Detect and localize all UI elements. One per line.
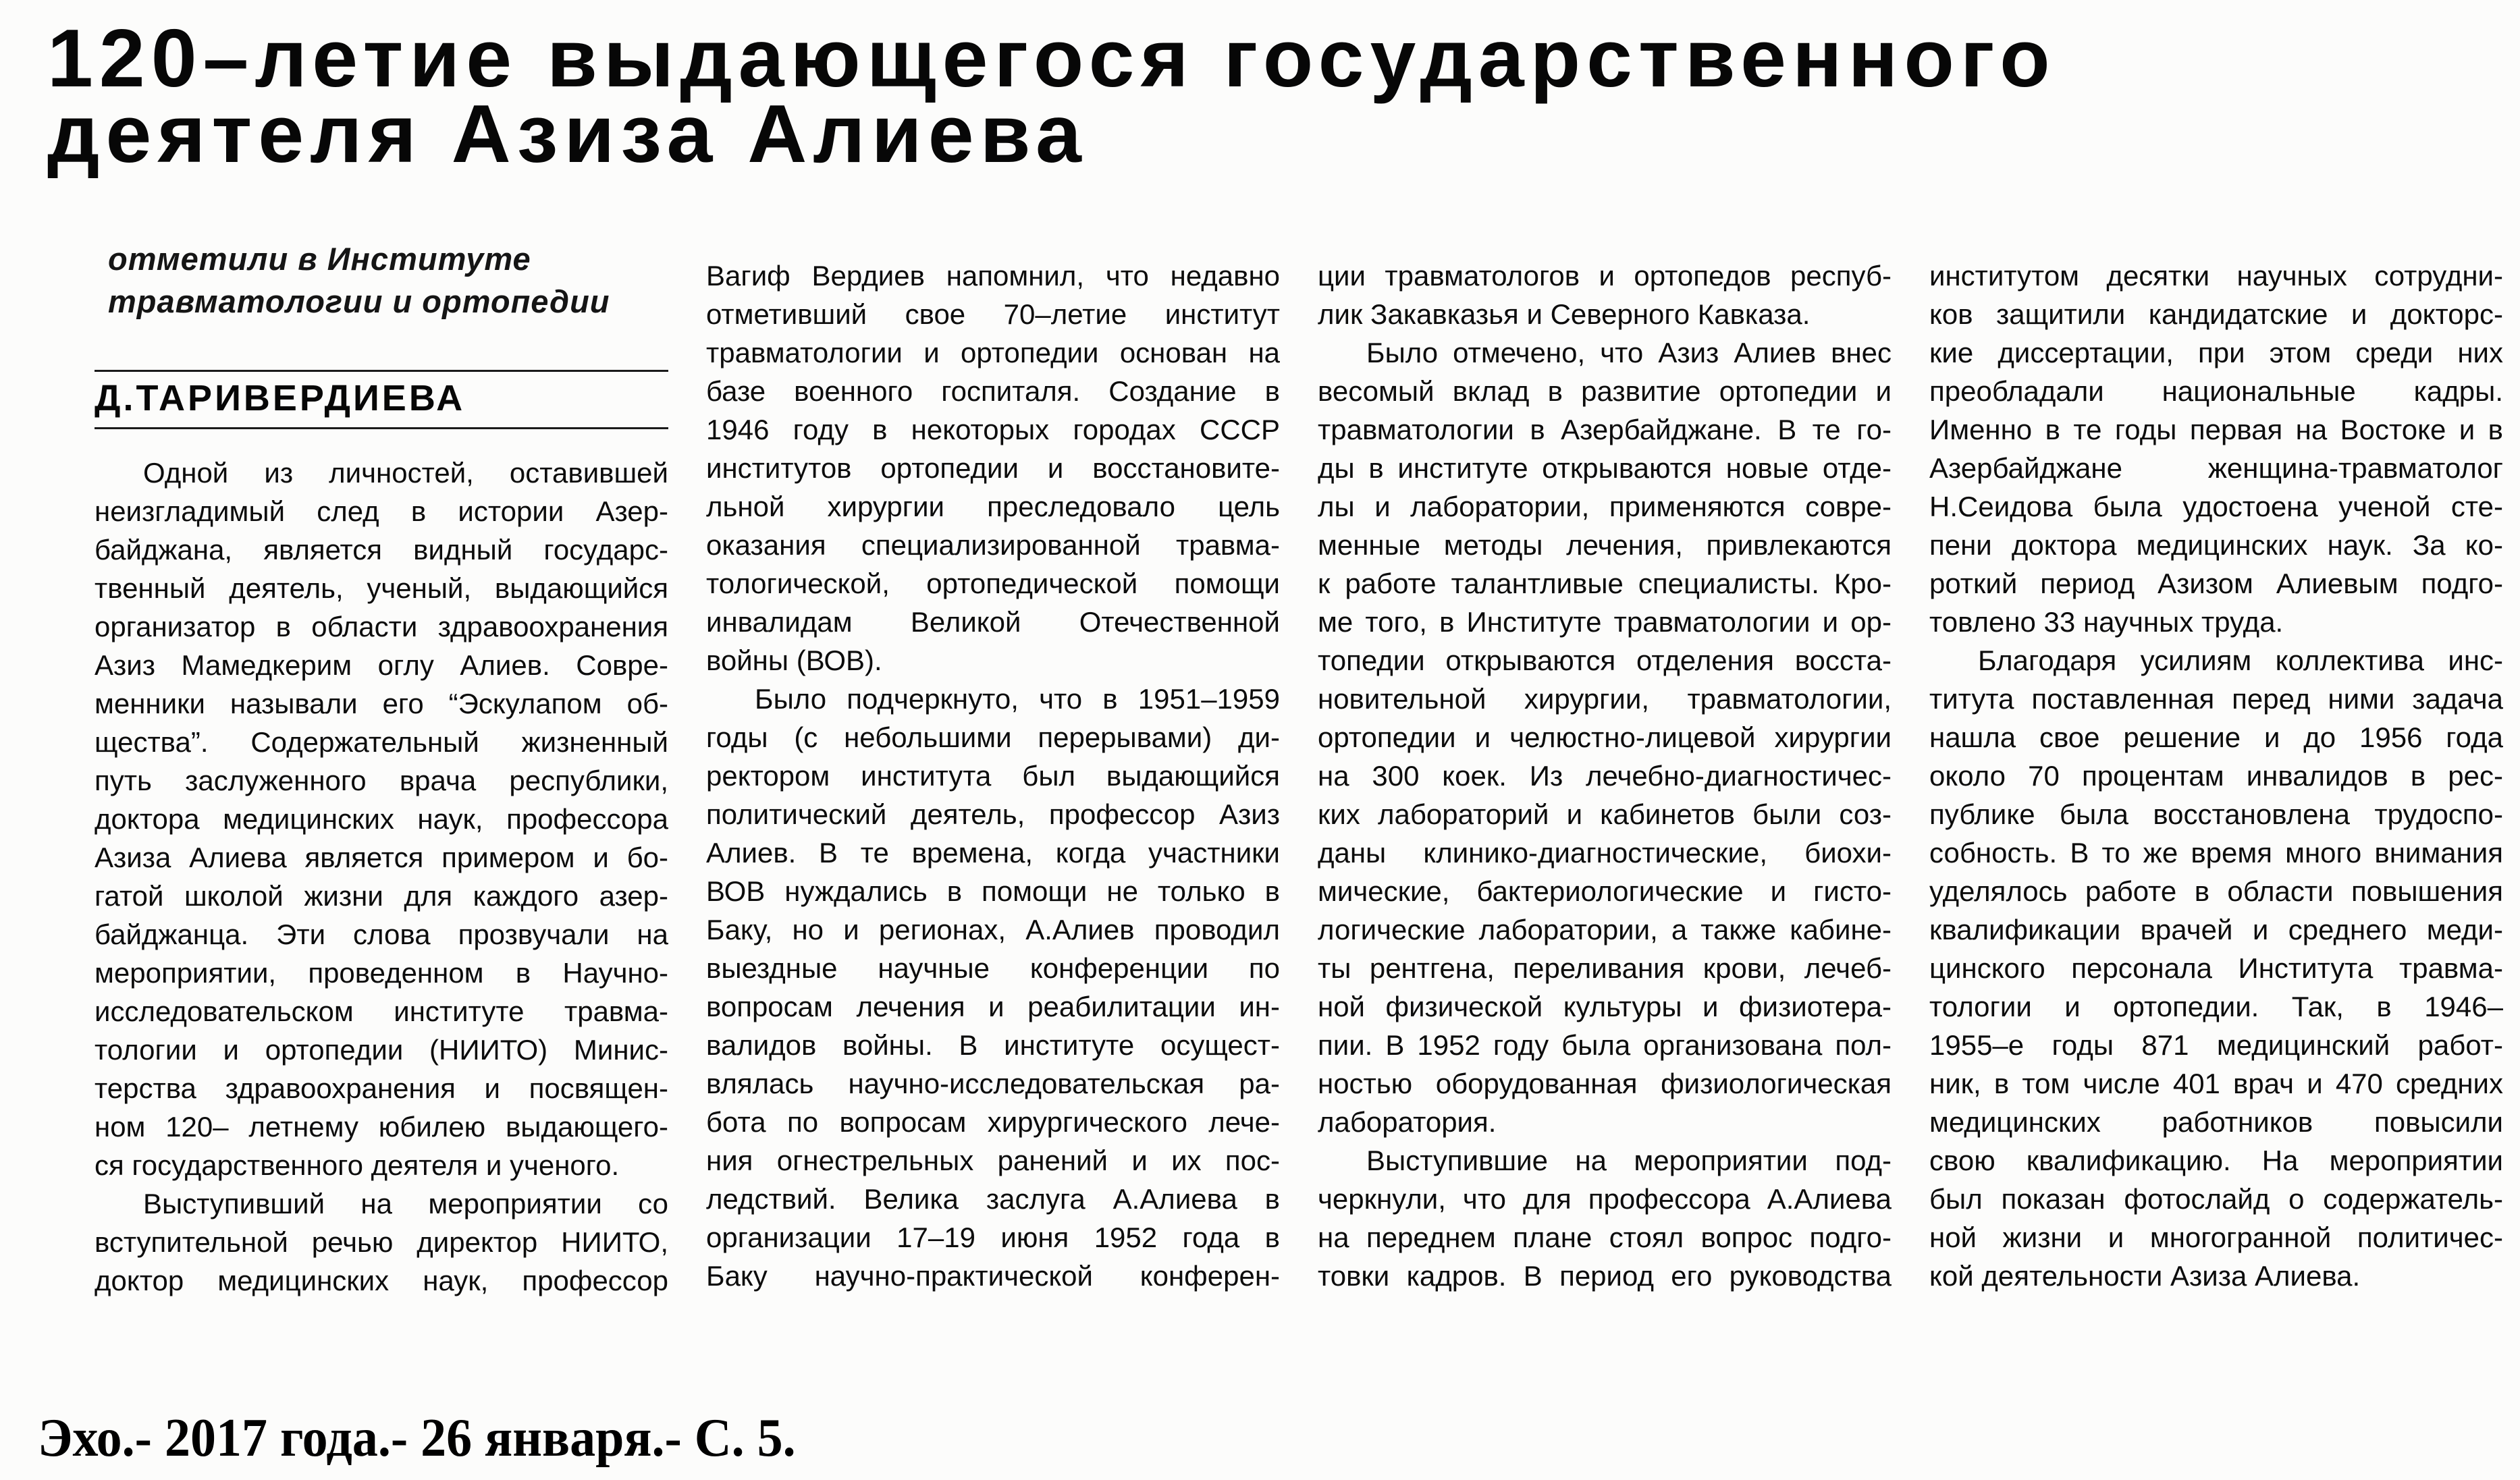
body-line: ме того, в Институте травматологии и ор- <box>1318 606 1892 638</box>
body-line: черкнули, что для профессора А.Алиева <box>1318 1183 1892 1215</box>
column-3-body <box>1318 256 1892 1295</box>
column-4-body <box>1929 256 2503 1295</box>
body-line: ния огнестрельных ранений и их пос- <box>706 1145 1280 1176</box>
body-line: свою квалификацию. На мероприятии <box>1929 1145 2503 1176</box>
body-line: ной жизни и многогранной политичес- <box>1929 1222 2503 1253</box>
body-line: льной хирургии преследовало цель <box>706 491 1280 522</box>
body-line: Благодаря усилиям коллектива инс- <box>1978 645 2503 676</box>
body-line: Выступивший на мероприятии со <box>143 1188 668 1219</box>
body-line: ник, в том числе 401 врач и 470 средних <box>1929 1068 2503 1099</box>
body-line: войны (ВОВ). <box>706 645 882 676</box>
body-line: нашла свое решение и до 1956 года <box>1929 721 2503 753</box>
body-line: кой деятельности Азиза Алиева. <box>1929 1260 2361 1292</box>
body-line: влялась научно-исследовательская ра- <box>706 1068 1280 1099</box>
body-line: политический деятель, профессор Азиз <box>706 798 1280 830</box>
body-line: менные методы лечения, привлекаются <box>1318 529 1892 561</box>
body-line: даны клинико-диагностические, биохи- <box>1318 837 1892 869</box>
body-line: мероприятии, проведенном в Научно- <box>95 957 668 989</box>
body-line: бота по вопросам хирургического лече- <box>706 1106 1280 1138</box>
body-line: менники называли его “Эскулапом об- <box>95 688 668 719</box>
body-line: лик Закавказья и Северного Кавказа. <box>1318 298 1811 330</box>
subtitle-line-2: травматологии и ортопедии <box>108 283 610 319</box>
body-line: институтов ортопедии и восстановите- <box>706 452 1280 484</box>
body-line: байджана, является видный государс- <box>95 534 668 566</box>
body-line: ся государственного деятеля и ученого. <box>95 1149 620 1181</box>
column-2 <box>706 238 1280 1300</box>
body-line: товки кадров. В период его руководства <box>1318 1260 1892 1292</box>
article-columns <box>95 238 2504 1300</box>
body-line: ков защитили кандидатские и докторс- <box>1929 298 2503 330</box>
body-line: тологии и ортопедии (НИИТО) Минис- <box>95 1034 668 1066</box>
body-line: гатой школой жизни для каждого азер- <box>95 880 668 912</box>
column-4 <box>1929 238 2503 1300</box>
body-line: пени доктора медицинских наук. За ко- <box>1929 529 2503 561</box>
body-line: ции травматологов и ортопедов респуб- <box>1318 260 1892 292</box>
body-line: Было подчеркнуто, что в 1951–1959 <box>755 683 1280 715</box>
body-line: весомый вклад в развитие ортопедии и <box>1318 375 1892 407</box>
title-line-2: деятеля Азиза Алиева <box>47 88 1088 180</box>
body-line: исследовательском институте травма- <box>95 995 668 1027</box>
body-line: ты рентгена, переливания крови, лечеб- <box>1318 952 1892 984</box>
body-line: публике была восстановлена трудоспо- <box>1929 798 2503 830</box>
body-line: Баку, но и регионах, А.Алиев проводил <box>706 914 1280 945</box>
body-line: лаборатория. <box>1318 1106 1497 1138</box>
body-line: вступительной речью директор НИИТО, <box>95 1226 668 1258</box>
body-line: Азиз Мамедкерим оглу Алиев. Совре- <box>95 649 668 681</box>
body-line: Выступившие на мероприятии под- <box>1366 1145 1892 1176</box>
column-1 <box>95 238 668 1300</box>
body-line: базе военного госпиталя. Создание в <box>706 375 1280 407</box>
body-line: цинского персонала Института травма- <box>1929 952 2503 984</box>
body-line: Азербайджане женщина-травматолог <box>1929 452 2503 484</box>
body-line: доктора медицинских наук, профессора <box>95 803 668 835</box>
body-line: отметивший свое 70–летие институт <box>706 298 1280 330</box>
author-byline: Д.ТАРИВЕРДИЕВА <box>95 378 466 418</box>
body-line: организатор в области здравоохранения <box>95 611 668 642</box>
body-line: ортопедии и челюстно-лицевой хирургии <box>1318 721 1892 753</box>
body-line: путь заслуженного врача республики, <box>95 765 668 796</box>
body-line: щества”. Содержательный жизненный <box>95 726 668 758</box>
body-line: 1955–е годы 871 медицинский работ- <box>1929 1029 2503 1061</box>
body-line: тологической, ортопедической помощи <box>706 568 1280 599</box>
body-line: логические лаборатории, а также кабине- <box>1318 914 1892 945</box>
body-line: ректором института был выдающийся <box>706 760 1280 792</box>
body-line: уделялось работе в области повышения <box>1929 875 2503 907</box>
body-line: топедии открываются отделения восста- <box>1318 645 1892 676</box>
title-line-1: 120–летие выдающегося государственного <box>47 12 2056 104</box>
body-line: собность. В то же время много внимания <box>1929 837 2503 869</box>
body-line: лы и лаборатории, применяются совре- <box>1318 491 1892 522</box>
body-line: на 300 коек. Из лечебно-диагностичес- <box>1318 760 1892 792</box>
body-line: пии. В 1952 году была организована пол- <box>1318 1029 1892 1061</box>
body-line: вопросам лечения и реабилитации ин- <box>706 991 1280 1022</box>
body-line: был показан фотослайд о содержатель- <box>1929 1183 2503 1215</box>
body-line: медицинских работников повысили <box>1929 1106 2503 1138</box>
body-line: байджанца. Эти слова прозвучали на <box>95 919 668 950</box>
body-line: роткий период Азизом Алиевым подго- <box>1929 568 2503 599</box>
body-line: преобладали национальные кадры. <box>1929 375 2503 407</box>
body-line: Было отмечено, что Азиз Алиев внес <box>1366 337 1892 368</box>
body-line: терства здравоохранения и посвящен- <box>95 1072 668 1104</box>
body-line: инвалидам Великой Отечественной <box>706 606 1280 638</box>
body-line: неизгладимый след в истории Азер- <box>95 495 668 527</box>
body-line: товлено 33 научных труда. <box>1929 606 2284 638</box>
body-line: твенный деятель, ученый, выдающийся <box>95 572 668 604</box>
body-line: квалификации врачей и среднего меди- <box>1929 914 2503 945</box>
body-line: тологии и ортопедии. Так, в 1946– <box>1929 991 2503 1022</box>
subtitle-line-1: отметили в Институте <box>108 241 531 277</box>
article-subtitle <box>95 238 668 323</box>
column-3 <box>1318 238 1892 1300</box>
body-line: мические, бактериологические и гисто- <box>1318 875 1892 907</box>
body-line: Азиза Алиева является примером и бо- <box>95 842 668 873</box>
body-line: ких лабораторий и кабинетов были соз- <box>1318 798 1892 830</box>
body-line: 1946 году в некоторых городах СССР <box>706 414 1280 445</box>
body-line: Вагиф Вердиев напомнил, что недавно <box>706 260 1280 292</box>
column-1-body <box>95 454 668 1300</box>
body-line: Алиев. В те времена, когда участники <box>706 837 1280 869</box>
body-line: Н.Сеидова была удостоена ученой сте- <box>1929 491 2503 522</box>
body-line: Одной из личностей, оставившей <box>143 457 668 489</box>
body-line: новительной хирургии, травматологии, <box>1318 683 1892 715</box>
body-line: около 70 процентам инвалидов в рес- <box>1929 760 2503 792</box>
body-line: организации 17–19 июня 1952 года в <box>706 1222 1280 1253</box>
body-line: травматологии и ортопедии основан на <box>706 337 1280 368</box>
byline-box <box>95 370 668 429</box>
body-line: годы (с небольшими перерывами) ди- <box>706 721 1280 753</box>
body-line: титута поставленная перед ними задача <box>1929 683 2503 715</box>
body-line: к работе талантливые специалисты. Кро- <box>1318 568 1892 599</box>
body-line: на переднем плане стоял вопрос подго- <box>1318 1222 1892 1253</box>
body-line: Баку научно-практической конферен- <box>706 1260 1280 1292</box>
body-line: Именно в те годы первая на Востоке и в <box>1929 414 2503 445</box>
article-title <box>47 12 2056 180</box>
body-line: ВОВ нуждались в помощи не только в <box>706 875 1280 907</box>
body-line: оказания специализированной травма- <box>706 529 1280 561</box>
body-line: валидов войны. В институте осущест- <box>706 1029 1280 1061</box>
source-citation: Эхо.- 2017 года.- 26 января.- С. 5. <box>38 1408 796 1468</box>
body-line: ном 120– летнему юбилею выдающего- <box>95 1111 668 1143</box>
column-2-body <box>706 256 1280 1295</box>
body-line: институтом десятки научных сотрудни- <box>1929 260 2503 292</box>
body-line: кие диссертации, при этом среди них <box>1929 337 2503 368</box>
body-line: выездные научные конференции по <box>706 952 1280 984</box>
body-line: ностью оборудованная физиологическая <box>1318 1068 1892 1099</box>
body-line: травматологии в Азербайджане. В те го- <box>1318 414 1892 445</box>
body-line: ной физической культуры и физиотера- <box>1318 991 1892 1022</box>
body-line: ды в институте открываются новые отде- <box>1318 452 1892 484</box>
body-line: ледствий. Велика заслуга А.Алиева в <box>706 1183 1280 1215</box>
body-line: доктор медицинских наук, профессор <box>95 1265 668 1296</box>
